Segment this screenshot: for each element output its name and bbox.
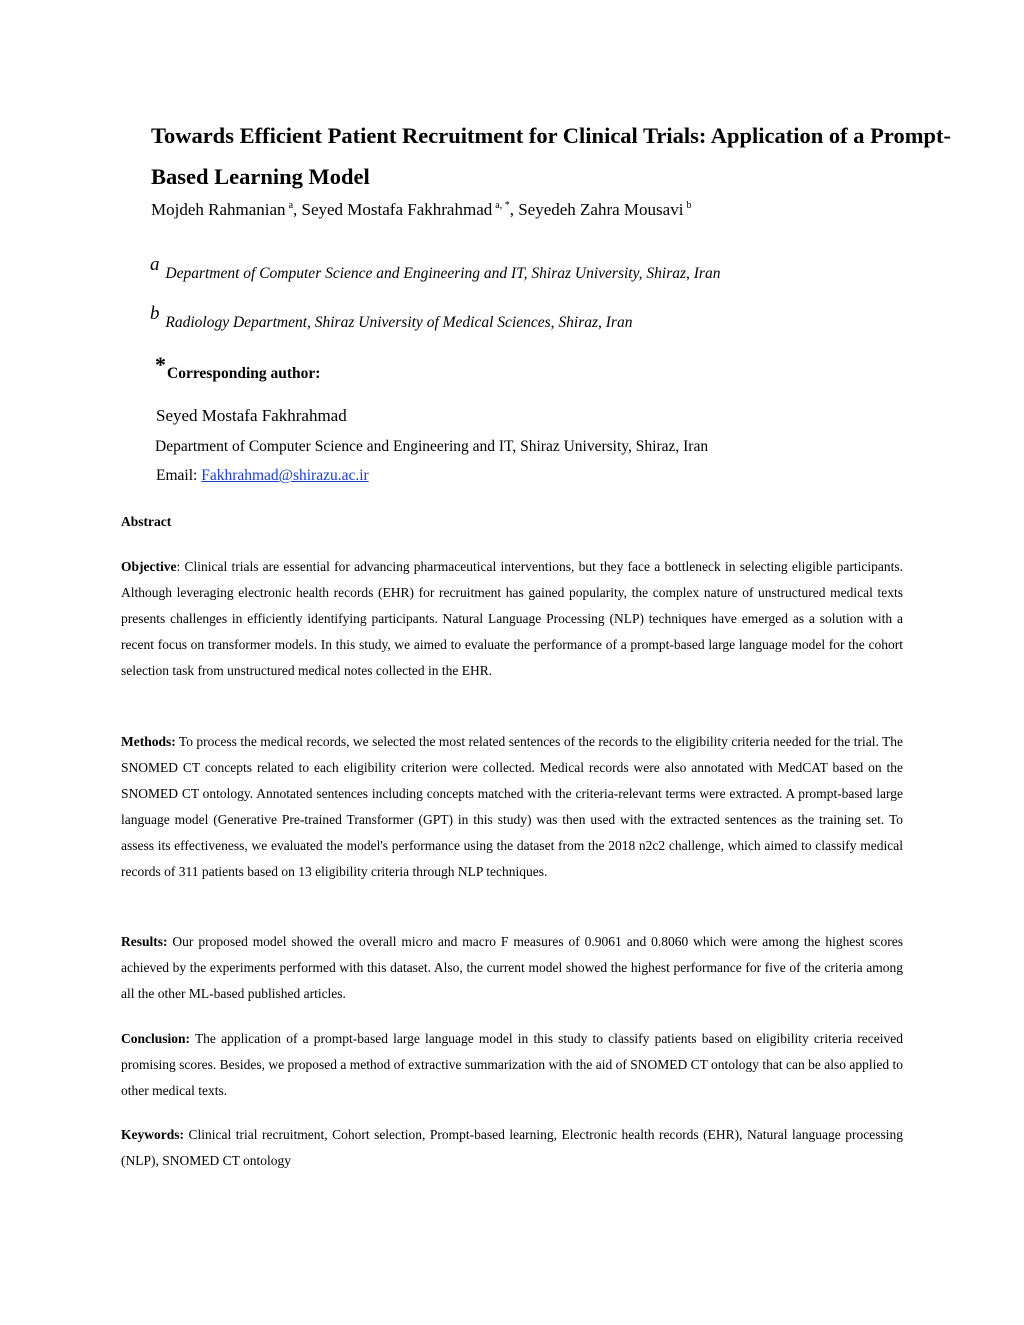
author-name: , Seyed Mostafa Fakhrahmad: [293, 200, 493, 219]
email-label: Email:: [156, 467, 202, 484]
affiliation-text: Department of Computer Science and Engineering and IT, Shiraz University, Shiraz, Iran: [165, 265, 721, 282]
corresponding-author-heading: [155, 352, 321, 384]
author-affiliation-mark: b: [686, 200, 692, 211]
conclusion-text: The application of a prompt-based large language model in this study to classify patients based on eligibility criteria received promising scores. Besides, we proposed a method of extractive summarization with the aid of SNOMED CT ontology that can be also applied to other medical texts.: [121, 1031, 903, 1098]
affiliation-text: Radiology Department, Shiraz University of Medical Sciences, Shiraz, Iran: [165, 314, 633, 331]
results-text: Our proposed model showed the overall micro and macro F measures of 0.9061 and 0.8060 which were among the highest scores achieved by the experiments performed with this dataset. Also, the current model showed the highest performance for five of the criteria among all the other ML-based published articles.: [121, 934, 903, 1001]
corresponding-name: Seyed Mostafa Fakhrahmad: [156, 406, 347, 425]
email-link[interactable]: Fakhrahmad@shirazu.ac.ir: [201, 467, 369, 484]
author-affiliation-mark: a, *: [495, 200, 510, 211]
keywords-text: Clinical trial recruitment, Cohort selection, Prompt-based learning, Electronic health records (EHR), Natural language processing (NLP), SNOMED CT ontology: [121, 1127, 903, 1168]
objective-text: : Clinical trials are essential for advancing pharmaceutical interventions, but they face a bottleneck in selecting eligible participants. Although leveraging electronic health records (EHR) for recruitment has gained popularity, the complex nature of unstructured medical texts presents challenges in efficiently identifying participants. Natural Language Processing (NLP) techniques have emerged as a solution with a recent focus on transformer models. In this study, we aimed to evaluate the performance of a prompt-based large language model for the cohort selection task from unstructured medical notes collected in the EHR.: [121, 559, 903, 678]
affiliation-mark: a: [150, 254, 160, 275]
author-list: [151, 200, 691, 220]
corresponding-label: Corresponding author:: [167, 365, 321, 382]
conclusion-label: Conclusion:: [121, 1031, 191, 1046]
objective-label: Objective: [121, 559, 177, 574]
asterisk-mark: *: [155, 352, 166, 377]
conclusion-paragraph: [121, 1026, 903, 1104]
results-label: Results:: [121, 934, 168, 949]
methods-label: Methods:: [121, 734, 176, 749]
objective-paragraph: [121, 554, 903, 684]
keywords-label: Keywords:: [121, 1127, 184, 1142]
affiliation-b: [150, 303, 633, 333]
results-paragraph: [121, 929, 903, 1007]
abstract-heading: Abstract: [121, 514, 172, 529]
affiliation-a: [150, 254, 721, 284]
author-name: , Seyedeh Zahra Mousavi: [509, 200, 684, 219]
author-affiliation-mark: a: [288, 200, 294, 211]
methods-text: To process the medical records, we selected the most related sentences of the records to the eligibility criteria needed for the trial. The SNOMED CT concepts related to each eligibility criterion were collected. Medical records were also annotated with MedCAT based on the SNOMED CT ontology. Annotated sentences including concepts matched with the criteria-relevant terms were extracted. A prompt-based large language model (Generative Pre-trained Transformer (GPT) in this study) was then used with the extracted sentences as the training set. To assess its effectiveness, we evaluated the model's performance using the dataset from the 2018 n2c2 challenge, which aimed to classify medical records of 311 patients based on 13 eligibility criteria through NLP techniques.: [121, 734, 903, 879]
author-name: Mojdeh Rahmanian: [151, 200, 286, 219]
methods-paragraph: [121, 729, 903, 885]
affiliation-mark: b: [150, 303, 160, 324]
keywords-paragraph: [121, 1122, 903, 1174]
corresponding-email: [156, 467, 369, 485]
paper-title: Towards Efficient Patient Recruitment for Clinical Trials: Application of a Prompt-Based Learning Model: [151, 123, 951, 189]
corresponding-department: Department of Computer Science and Engineering and IT, Shiraz University, Shiraz, Iran: [155, 438, 709, 455]
